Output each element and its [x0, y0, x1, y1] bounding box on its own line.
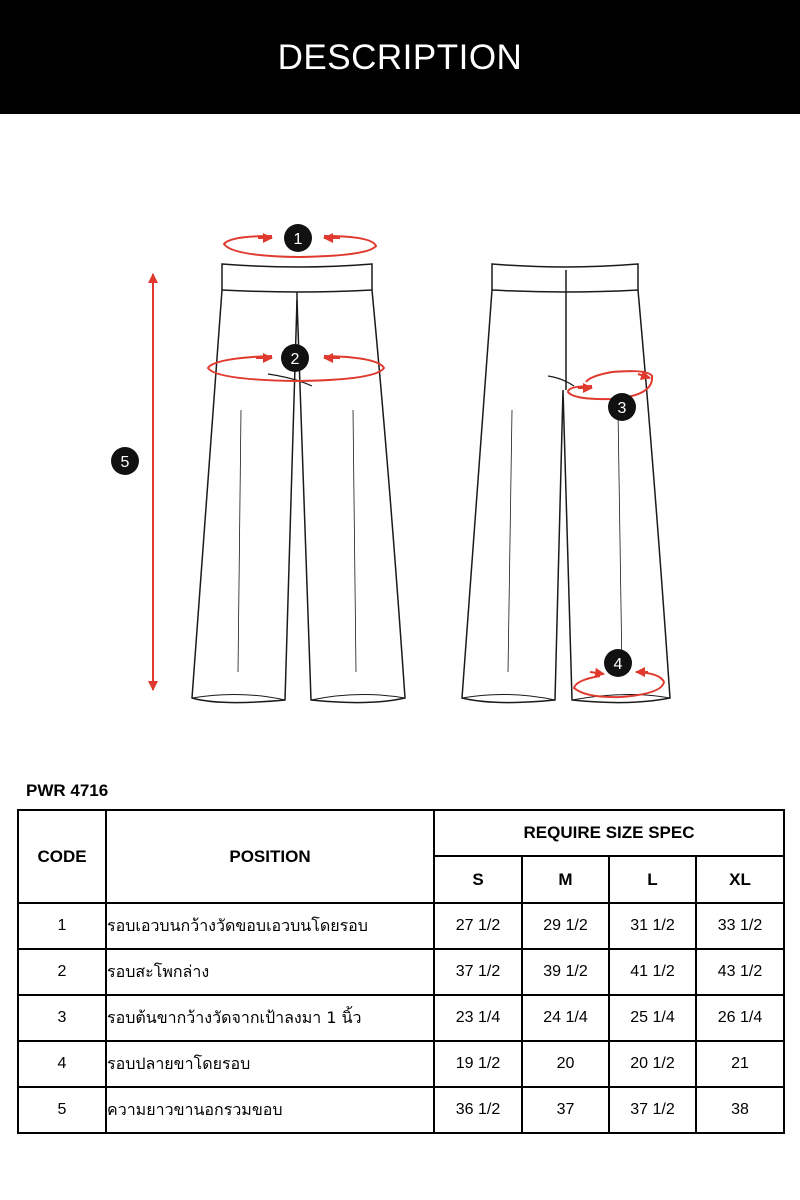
header-size-s: S — [434, 856, 522, 903]
product-code: PWR 4716 — [26, 781, 109, 800]
cell-size-l: 31 1/2 — [609, 903, 696, 949]
marker-5 — [111, 447, 139, 475]
svg-text:1: 1 — [293, 231, 303, 248]
header-position: POSITION — [106, 810, 434, 903]
back-view-drawing — [462, 264, 670, 703]
table-row — [18, 1041, 784, 1087]
row-code: 3 — [18, 995, 106, 1041]
cell-size-m: 37 — [522, 1087, 609, 1133]
cell-size-s: 36 1/2 — [434, 1087, 522, 1133]
front-view-drawing — [192, 264, 405, 703]
cell-size-xl: 21 — [696, 1041, 784, 1087]
cell-size-xl: 38 — [696, 1087, 784, 1133]
row-code: 2 — [18, 949, 106, 995]
page-title: DESCRIPTION — [277, 38, 523, 77]
header-code: CODE — [18, 810, 106, 903]
table-row — [18, 949, 784, 995]
header-bar — [0, 0, 800, 114]
row-code: 5 — [18, 1087, 106, 1133]
svg-text:4: 4 — [613, 656, 623, 673]
cell-size-s: 37 1/2 — [434, 949, 522, 995]
header-size-l: L — [609, 856, 696, 903]
header-size-m: M — [522, 856, 609, 903]
marker-3 — [608, 393, 636, 421]
svg-text:5: 5 — [120, 454, 130, 471]
row-position: รอบปลายขาโดยรอบ — [106, 1041, 434, 1087]
row-position: รอบต้นขากว้างวัดจากเป้าลงมา 1 นิ้ว — [106, 995, 434, 1041]
cell-size-l: 25 1/4 — [609, 995, 696, 1041]
cell-size-l: 37 1/2 — [609, 1087, 696, 1133]
row-code: 4 — [18, 1041, 106, 1087]
cell-size-xl: 43 1/2 — [696, 949, 784, 995]
table-row — [18, 995, 784, 1041]
row-position: รอบสะโพกล่าง — [106, 949, 434, 995]
row-position: ความยาวขานอกรวมขอบ — [106, 1087, 434, 1133]
table-row — [18, 1087, 784, 1133]
cell-size-m: 39 1/2 — [522, 949, 609, 995]
cell-size-s: 19 1/2 — [434, 1041, 522, 1087]
cell-size-s: 23 1/4 — [434, 995, 522, 1041]
svg-text:2: 2 — [290, 351, 300, 368]
cell-size-xl: 26 1/4 — [696, 995, 784, 1041]
svg-text:3: 3 — [617, 400, 627, 417]
size-spec-table — [17, 809, 785, 1134]
header-require-size-spec: REQUIRE SIZE SPEC — [434, 810, 784, 856]
marker-1 — [284, 224, 312, 252]
cell-size-m: 24 1/4 — [522, 995, 609, 1041]
cell-size-l: 20 1/2 — [609, 1041, 696, 1087]
cell-size-m: 20 — [522, 1041, 609, 1087]
marker-4 — [604, 649, 632, 677]
header-size-xl: XL — [696, 856, 784, 903]
measurement-arrows — [153, 236, 664, 697]
cell-size-xl: 33 1/2 — [696, 903, 784, 949]
row-position: รอบเอวบนกว้างวัดขอบเอวบนโดยรอบ — [106, 903, 434, 949]
cell-size-l: 41 1/2 — [609, 949, 696, 995]
marker-2 — [281, 344, 309, 372]
cell-size-m: 29 1/2 — [522, 903, 609, 949]
cell-size-s: 27 1/2 — [434, 903, 522, 949]
row-code: 1 — [18, 903, 106, 949]
pants-measurement-diagram — [0, 114, 800, 754]
table-row — [18, 903, 784, 949]
